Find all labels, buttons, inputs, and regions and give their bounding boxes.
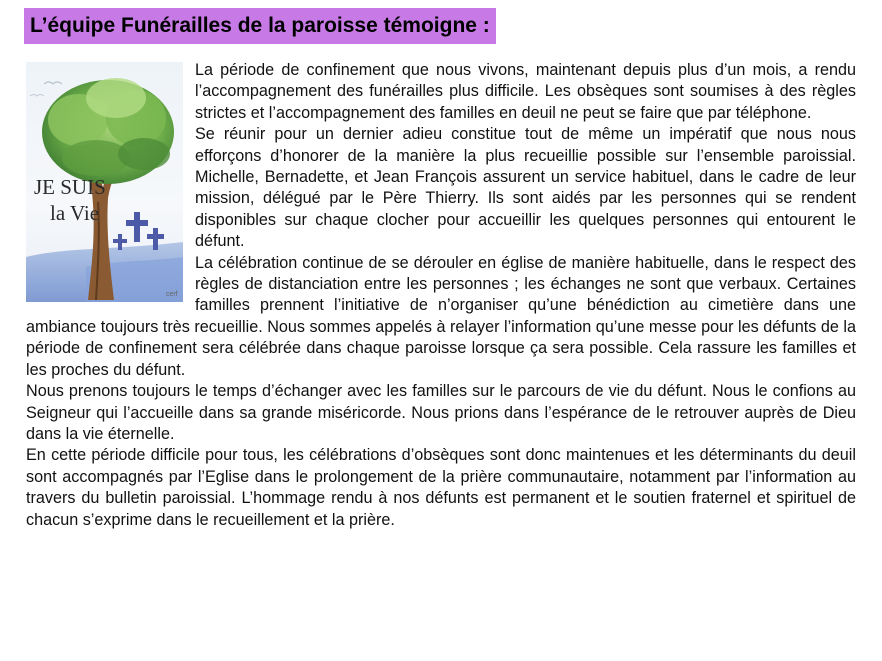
illustration-caption-line1: JE SUIS (34, 175, 106, 199)
article-paragraph: Se réunir pour un dernier adieu constitue tout de même un impératif que nous nous efforçons d’honorer de la manière la plus recueillie possible sur l’ensemble paroissial. Michelle, Bernadette, et Jean François assurent un service habituel, dans le cadre de leur mission, délégué par le Père Thierry. Ils sont aidés par les personnes qui se rendent disponibles sur chaque clocher pour accueillir les quelques personnes qui entourent le défunt. (195, 125, 856, 251)
illustration-image (26, 62, 183, 302)
page-title: L’équipe Funérailles de la paroisse témoigne : (24, 8, 496, 44)
tree-with-crosses-icon (26, 62, 183, 302)
article-paragraph: Nous prenons toujours le temps d’échanger avec les familles sur le parcours de vie du défunt. Nous le confions au Seigneur qui l’accueille dans sa grande miséricorde. Nous prions dans l’espérance de le retrouver auprès de Dieu dans la vie éternelle. (26, 382, 856, 443)
article-paragraph: En cette période difficile pour tous, les célébrations d’obsèques sont donc maintenues et les déterminants du deuil sont accompagnés par l’Eglise dans le prolongement de la prière communautaire, notamment par l’information au travers du bulletin paroissial. L’hommage rendu à nos défunts est permanent et le soutien fraternel et spirituel de chacun s’exprime dans le recueillement et la prière. (26, 446, 856, 529)
article-body (26, 60, 856, 531)
article-paragraph: La période de confinement que nous vivons, maintenant depuis plus d’un mois, a rendu l’accompagnement des funérailles plus difficile. Les obsèques sont soumises à des règles strictes et l’accompagnement des familles en deuil ne peut se faire que par téléphone. (195, 61, 856, 122)
illustration-caption-line2: la Vie (50, 201, 100, 225)
article-paragraph: La célébration continue de se dérouler en église de manière habituelle, dans le respect des règles de distanciation entre les personnes ; les échanges ne sont que verbaux. Certaines familles prennent l’initiative de n’organiser qu’une bénédiction au cimetière dans une ambiance toujours très recueillie. Nous sommes appelés à relayer l’information qu’une messe pour les défunts de la période de confinement sera célébrée dans chaque paroisse lorsque ça sera possible. Cela rassure les familles et les proches du défunt. (26, 253, 856, 379)
illustration-credit: cerf (166, 291, 178, 298)
